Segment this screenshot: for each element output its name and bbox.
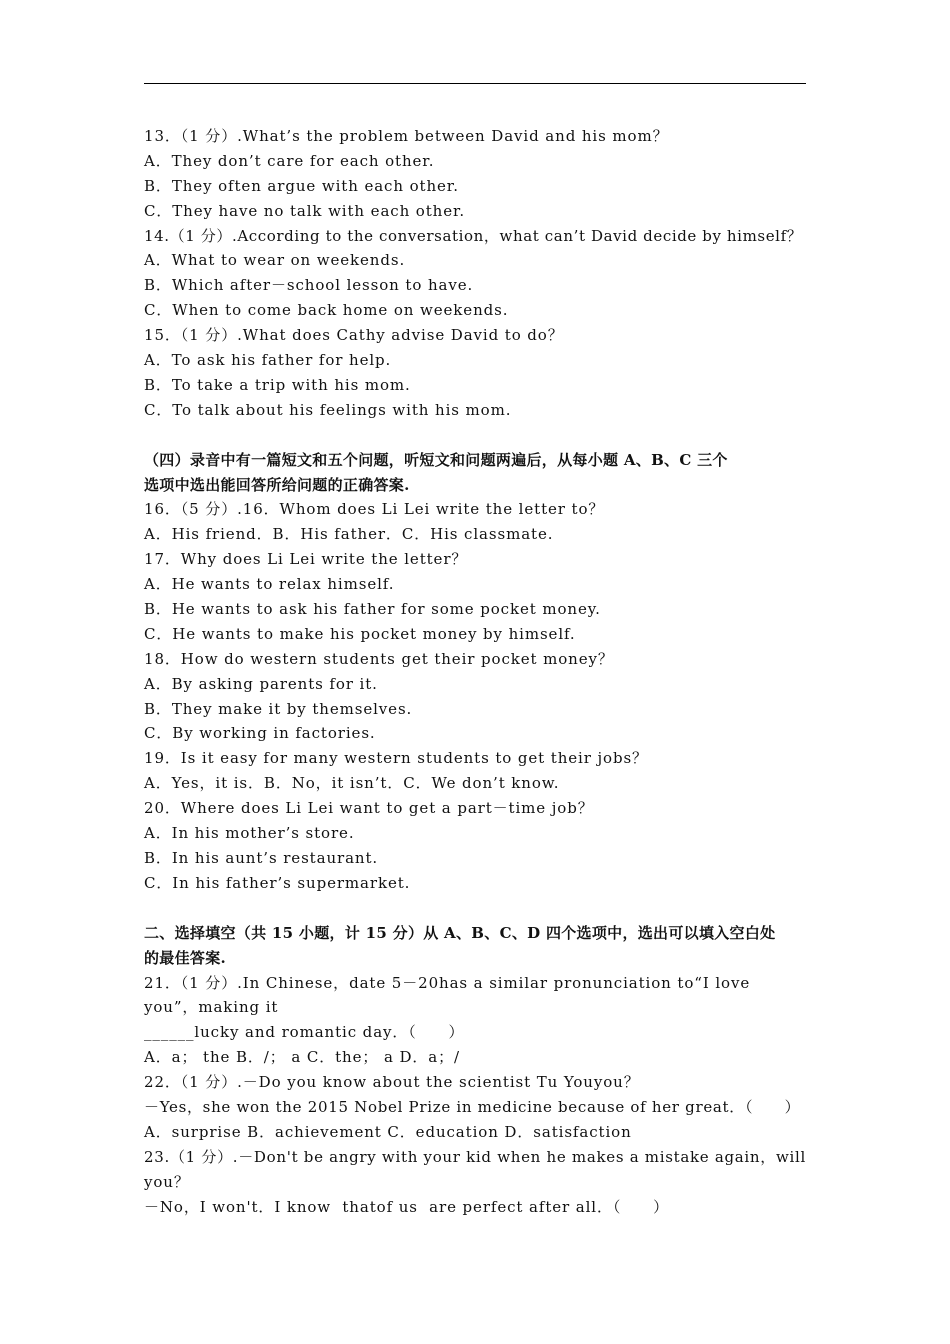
question-22: 22．（1 分）.－Do you know about the scientist Tu Youyou？ (144, 1073, 640, 1092)
option-14b: B．Which after－school lesson to have. (144, 276, 474, 295)
question-15: 15．（1 分）.What does Cathy advise David to do？ (144, 326, 564, 345)
question-21-line-1: 21．（1 分）.In Chinese，date 5－20has a similar pronunciation to“I love (144, 973, 751, 992)
questions-13-15 (144, 124, 806, 423)
question-21-line-2: you”，making it (144, 998, 279, 1017)
option-20a: A．In his mother’s store. (144, 824, 355, 843)
option-14a: A．What to wear on weekends. (144, 251, 406, 270)
section-2-heading (144, 921, 806, 971)
option-18c: C．By working in factories. (144, 724, 376, 743)
question-20: 20．Where does Li Lei want to get a part－time job？ (144, 799, 594, 818)
options-19: A．Yes，it is．B．No，it isn’t．C．We don’t know. (144, 774, 560, 793)
question-13: 13．（1 分）.What’s the problem between David and his mom？ (144, 127, 669, 145)
question-23-reply: －No，I won't．I know thatof us are perfect after all．（ ） (144, 1197, 669, 1216)
question-19: 19．Is it easy for many western students to get their jobs？ (144, 749, 648, 768)
option-17a: A．He wants to relax himself. (144, 575, 395, 594)
option-18a: A．By asking parents for it. (144, 674, 378, 693)
document-body (144, 124, 806, 1219)
question-21-line-3: ______lucky and romantic day．（ ） (144, 1023, 465, 1042)
section-4-heading-line-2: 选项中选出能回答所给问题的正确答案. (144, 475, 410, 494)
option-18b: B．They make it by themselves. (144, 699, 413, 718)
option-15a: A．To ask his father for help. (144, 351, 392, 370)
option-14c: C．When to come back home on weekends. (144, 301, 509, 320)
section-4-heading-line-1: （四）录音中有一篇短文和五个问题，听短文和问题两遍后，从每小题 A、B、C 三个 (144, 450, 728, 469)
question-18: 18．How do western students get their pocket money？ (144, 649, 614, 668)
question-14: 14.（1 分）.According to the conversation，what can’t David decide by himself？ (144, 226, 803, 245)
option-15c: C．To talk about his feelings with his mom. (144, 400, 512, 419)
spacer (144, 896, 806, 921)
option-20b: B．In his aunt’s restaurant. (144, 848, 379, 867)
question-23-line-1: 23.（1 分）.－Don't be angry with your kid when he makes a mistake again，will (144, 1147, 807, 1166)
question-23-line-2: you？ (144, 1172, 190, 1191)
option-13b: B．They often argue with each other. (144, 176, 459, 195)
questions-21-23 (144, 971, 806, 1220)
section-2-heading-line-2: 的最佳答案. (144, 948, 227, 967)
options-21: A．a； the B．/； a C．the； a D．a；/ (144, 1048, 460, 1067)
option-17c: C．He wants to make his pocket money by himself. (144, 624, 576, 643)
option-13c: C．They have no talk with each other. (144, 201, 466, 220)
section-2-heading-line-1: 二、选择填空（共 15 小题，计 15 分）从 A、B、C、D 四个选项中，选出可以填入空白处 (144, 923, 776, 942)
option-15b: B．To take a trip with his mom. (144, 375, 411, 394)
section-4-heading (144, 448, 806, 498)
option-20c: C．In his father’s supermarket. (144, 873, 411, 892)
options-16: A．His friend．B．His father．C．His classmate. (144, 525, 554, 544)
option-17b: B．He wants to ask his father for some pocket money. (144, 600, 601, 619)
question-17: 17．Why does Li Lei write the letter？ (144, 550, 468, 569)
spacer (144, 423, 806, 448)
question-16: 16．（5 分）.16．Whom does Li Lei write the letter to？ (144, 500, 605, 519)
header-rule (144, 83, 806, 84)
question-22-reply: －Yes，she won the 2015 Nobel Prize in medicine because of her great．（ ） (144, 1097, 801, 1116)
options-22: A．surprise B．achievement C．education D．satisfaction (144, 1122, 632, 1141)
questions-16-20 (144, 497, 806, 895)
option-13a: A．They don’t care for each other. (144, 151, 435, 170)
